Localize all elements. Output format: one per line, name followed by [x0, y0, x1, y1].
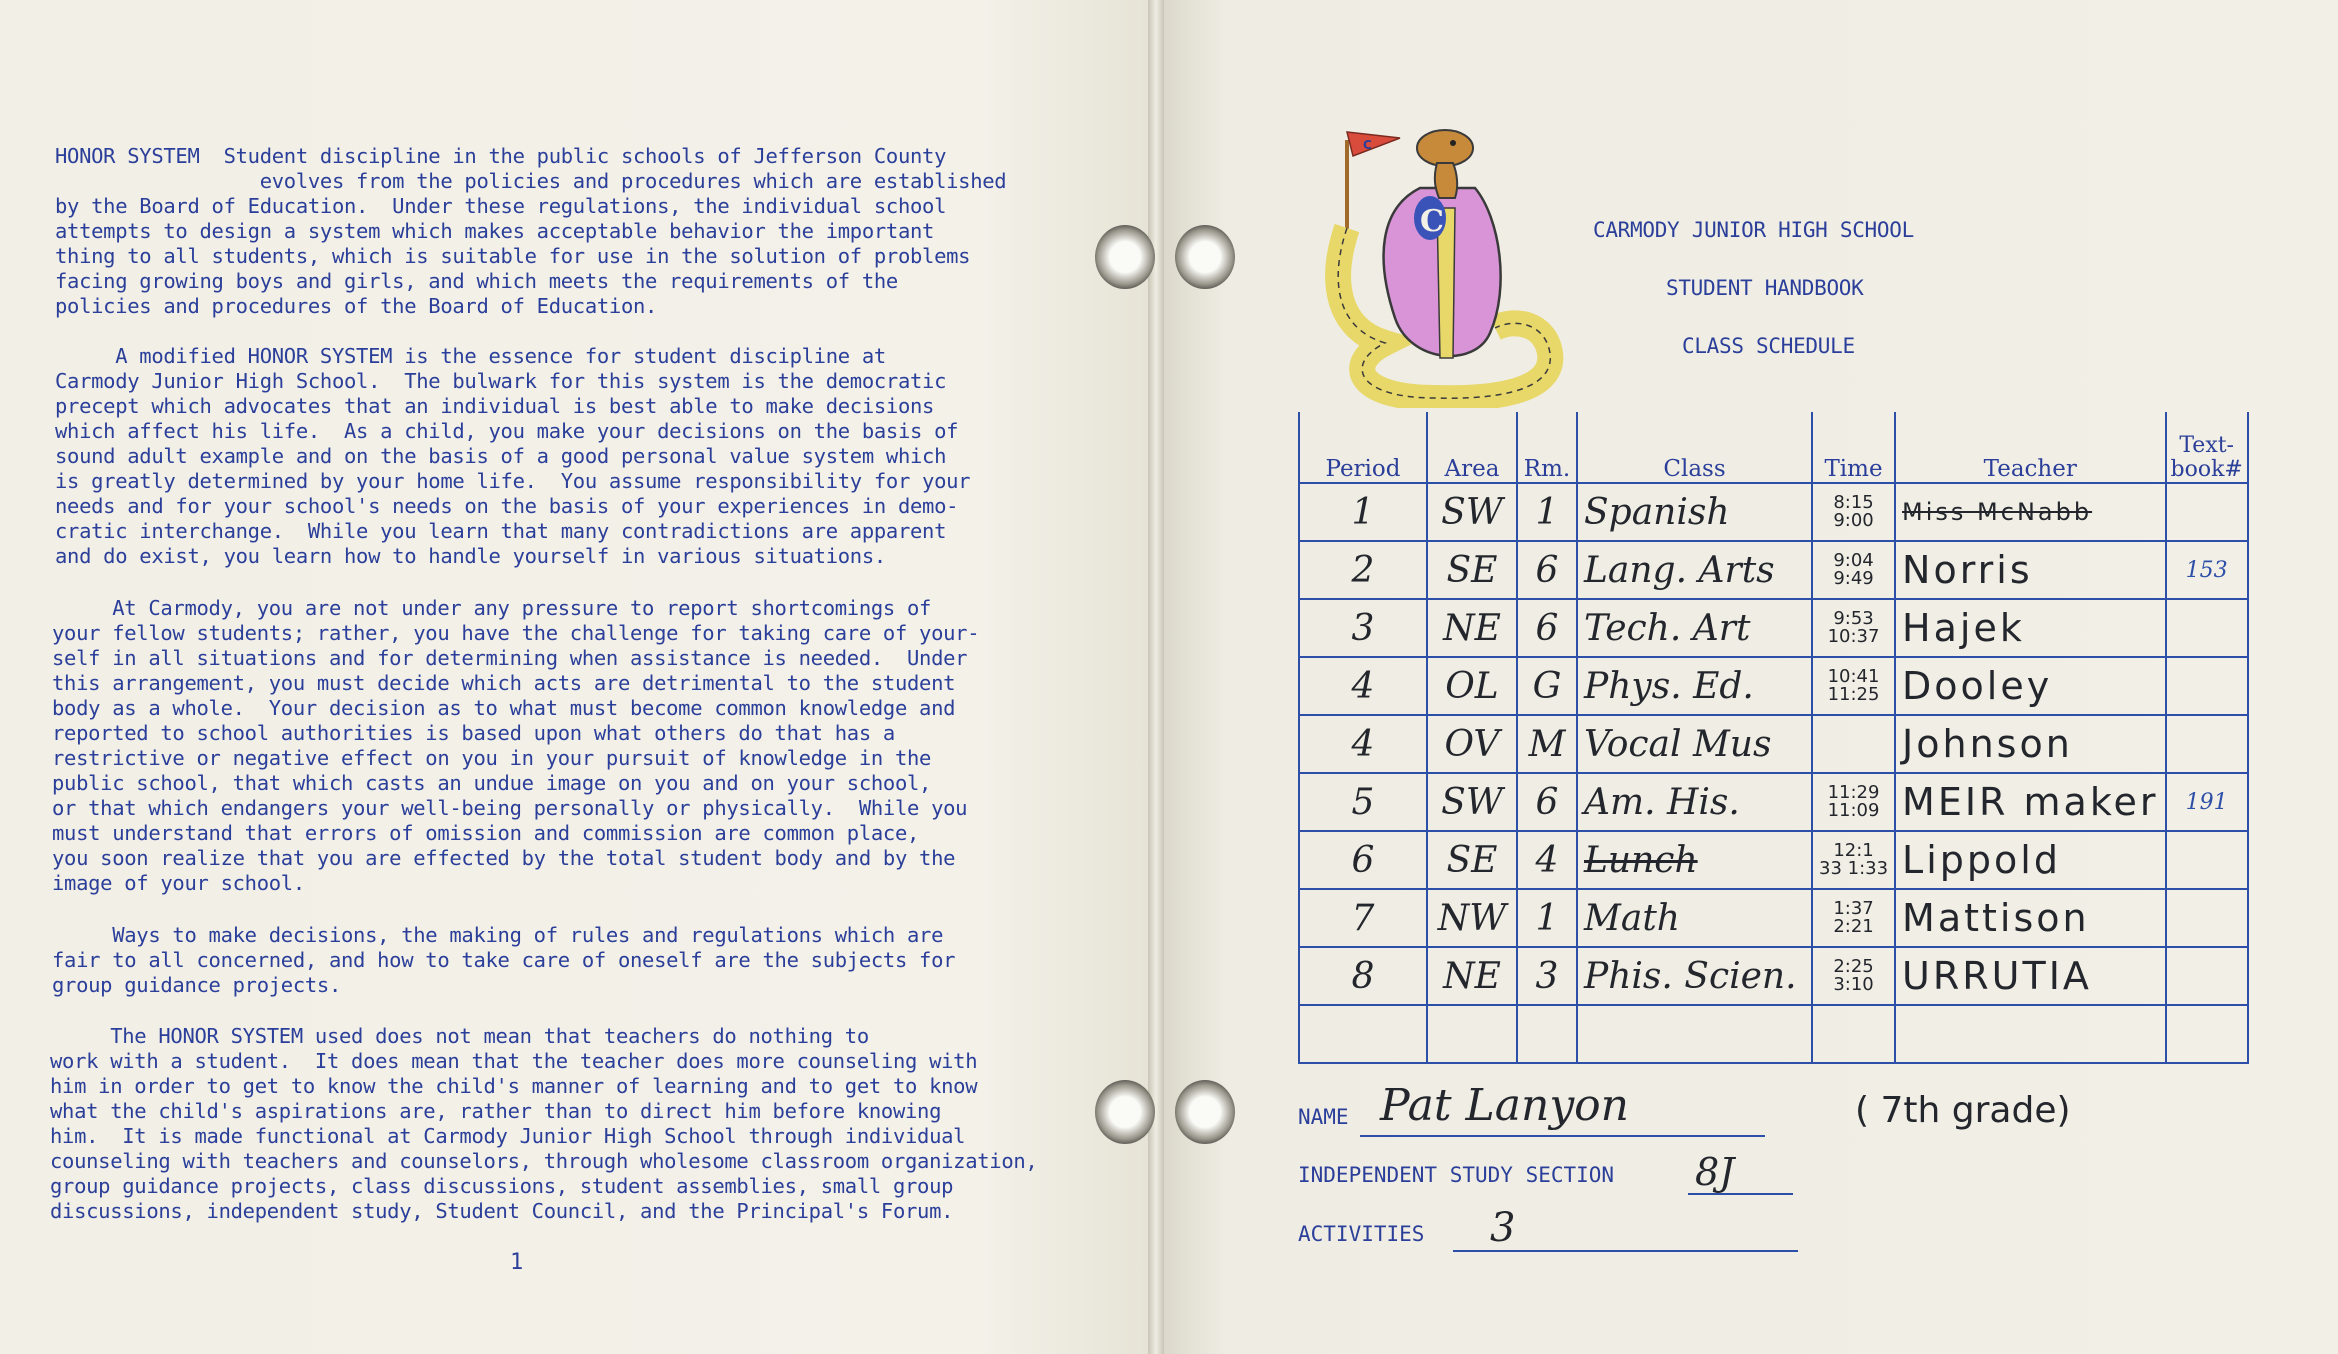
honor-system-paragraph-5: The HONOR SYSTEM used does not mean that teachers do nothing to work with a student. It does mean that the teacher does more counseling with him in order to get to know the child's manner of learning and to get to know what the child's aspirations are, rather than to direct him before knowing him. It is made functional at Carmody Junior High School through individual counseling with teachers and counselors, through wholesome classroom organization, group guidance projects, class discussions, student assemblies, small group discussions, independent study, Student Council, and the Principal's Forum.: [50, 1024, 1038, 1223]
header-time: Time: [1812, 412, 1895, 483]
row-class: Lang. Arts: [1577, 541, 1812, 599]
row-time: 10:41 11:25: [1812, 657, 1895, 715]
row-class: Phys. Ed.: [1577, 657, 1812, 715]
schedule-title: CLASS SCHEDULE: [1682, 334, 1855, 358]
row-area: SE: [1427, 541, 1517, 599]
handbook-title: STUDENT HANDBOOK: [1666, 276, 1864, 300]
punch-hole-top-right: [1175, 225, 1235, 289]
schedule-row: [1299, 715, 2248, 773]
schedule-row: [1299, 773, 2248, 831]
row-time: 12:1 33 1:33: [1812, 831, 1895, 889]
row-room: 3: [1517, 947, 1577, 1005]
row-period: 7: [1299, 889, 1427, 947]
row-room: 6: [1517, 773, 1577, 831]
row-textbook: [2166, 599, 2248, 657]
pennant-letter: C: [1363, 138, 1372, 152]
schedule-row: [1299, 657, 2248, 715]
row-room: 1: [1517, 483, 1577, 541]
row-area: NE: [1427, 599, 1517, 657]
row-textbook: 153: [2166, 541, 2248, 599]
punch-hole-bottom-left: [1095, 1080, 1155, 1144]
row-area: OV: [1427, 715, 1517, 773]
row-textbook: [2166, 1005, 2248, 1063]
row-class: Math: [1577, 889, 1812, 947]
schedule-header-row: [1299, 412, 2248, 483]
row-period: 3: [1299, 599, 1427, 657]
row-teacher: Miss McNabb: [1895, 483, 2165, 541]
row-teacher: Mattison: [1895, 889, 2165, 947]
row-area: [1427, 1005, 1517, 1063]
honor-system-paragraph-2: A modified HONOR SYSTEM is the essence for student discipline at Carmody Junior High School. The bulwark for this system is the democratic precept which advocates that an individual is best able to make decisions which affect his life. As a child, you make your decisions on the basis of sound adult example and on the basis of a good personal value system which is greatly determined by your home life. You assume responsibility for your needs and for your school's needs on the basis of your experiences in demo- cratic interchange. While you learn that many contradictions are apparent and do exist, you learn how to handle yourself in various situations.: [55, 344, 971, 568]
row-period: 2: [1299, 541, 1427, 599]
row-teacher: URRUTIA: [1895, 947, 2165, 1005]
honor-system-paragraph-3: At Carmody, you are not under any pressure to report shortcomings of your fellow students; rather, you have the challenge for taking care of your- self in all situations and for determining when assistance is needed. Under this arrangement, you must decide which acts are detrimental to the student body as a whole. Your decision as to what must become common knowledge and reported to school authorities is based upon what others do that has a restrictive or negative effect on you in your pursuit of knowledge in the public school, that which casts an undue image on you and on your school, or that which endangers your well-being personally or physically. While you must understand that errors of omission and commission are common place, you soon realize that you are effected by the total student body and by the image of your school.: [52, 596, 980, 895]
row-teacher: MEIR maker: [1895, 773, 2165, 831]
punch-hole-top-left: [1095, 225, 1155, 289]
row-period: 8: [1299, 947, 1427, 1005]
row-area: NE: [1427, 947, 1517, 1005]
row-room: [1517, 1005, 1577, 1063]
schedule-row: [1299, 541, 2248, 599]
schedule-row: [1299, 947, 2248, 1005]
book-spine: [1148, 0, 1164, 1354]
row-teacher: Dooley: [1895, 657, 2165, 715]
row-period: 6: [1299, 831, 1427, 889]
row-time: [1812, 715, 1895, 773]
row-room: 4: [1517, 831, 1577, 889]
header-area: Area: [1427, 412, 1517, 483]
row-textbook: [2166, 657, 2248, 715]
row-teacher: [1895, 1005, 2165, 1063]
row-room: 6: [1517, 541, 1577, 599]
row-period: 4: [1299, 715, 1427, 773]
header-period: Period: [1299, 412, 1427, 483]
activities-value: 3: [1490, 1205, 1516, 1251]
schedule-row: [1299, 831, 2248, 889]
row-class: Vocal Mus: [1577, 715, 1812, 773]
independent-study-value: 8J: [1695, 1150, 1735, 1194]
row-textbook: [2166, 889, 2248, 947]
row-period: 4: [1299, 657, 1427, 715]
grade-note: ( 7th grade): [1855, 1090, 2071, 1131]
honor-system-paragraph-4: Ways to make decisions, the making of rules and regulations which are fair to all concerned, and how to take care of oneself are the subjects for group guidance projects.: [52, 923, 956, 997]
name-value: Pat Lanyon: [1380, 1080, 1630, 1131]
row-textbook: 191: [2166, 773, 2248, 831]
header-class: Class: [1577, 412, 1812, 483]
row-teacher: Johnson: [1895, 715, 2165, 773]
row-period: [1299, 1005, 1427, 1063]
schedule-row-empty: [1299, 1005, 2248, 1063]
activities-label: ACTIVITIES: [1298, 1222, 1425, 1246]
honor-system-paragraph-1: HONOR SYSTEM Student discipline in the public schools of Jefferson County evolves from the policies and procedures which are established by the Board of Education. Under these regulations, the individual school attempts to design a system which makes acceptable behavior the important thing to all students, which is suitable for use in the solution of problems facing growing boys and girls, and which meets the requirements of the policies and procedures of the Board of Education.: [55, 144, 1007, 318]
row-area: SW: [1427, 483, 1517, 541]
header-teacher: Teacher: [1895, 412, 2165, 483]
row-room: M: [1517, 715, 1577, 773]
row-class: Tech. Art: [1577, 599, 1812, 657]
punch-hole-bottom-right: [1175, 1080, 1235, 1144]
row-area: SW: [1427, 773, 1517, 831]
school-name: CARMODY JUNIOR HIGH SCHOOL: [1593, 218, 1914, 242]
row-textbook: [2166, 483, 2248, 541]
row-teacher: Lippold: [1895, 831, 2165, 889]
row-textbook: [2166, 947, 2248, 1005]
header-room: Rm.: [1517, 412, 1577, 483]
row-class: Phis. Scien.: [1577, 947, 1812, 1005]
mascot-letter: C: [1420, 204, 1444, 239]
row-teacher: Hajek: [1895, 599, 2165, 657]
cobra-mascot-icon: [1325, 118, 1575, 408]
row-area: OL: [1427, 657, 1517, 715]
row-time: 9:04 9:49: [1812, 541, 1895, 599]
row-class: Lunch: [1577, 831, 1812, 889]
row-class: Spanish: [1577, 483, 1812, 541]
row-class: [1577, 1005, 1812, 1063]
schedule-row: [1299, 483, 2248, 541]
row-time: [1812, 1005, 1895, 1063]
row-period: 5: [1299, 773, 1427, 831]
row-period: 1: [1299, 483, 1427, 541]
row-time: 9:53 10:37: [1812, 599, 1895, 657]
independent-study-label: INDEPENDENT STUDY SECTION: [1298, 1163, 1615, 1187]
schedule-row: [1299, 889, 2248, 947]
row-area: NW: [1427, 889, 1517, 947]
page-number: 1: [510, 1250, 524, 1275]
header-textbook: Text- book#: [2166, 412, 2248, 483]
left-page: [0, 0, 1155, 1354]
row-time: 1:37 2:21: [1812, 889, 1895, 947]
schedule-row: [1299, 599, 2248, 657]
row-room: 1: [1517, 889, 1577, 947]
row-room: 6: [1517, 599, 1577, 657]
class-schedule-table: [1298, 412, 2249, 1064]
row-teacher: Norris: [1895, 541, 2165, 599]
row-room: G: [1517, 657, 1577, 715]
row-time: 11:29 11:09: [1812, 773, 1895, 831]
name-label: NAME: [1298, 1105, 1349, 1129]
row-textbook: [2166, 715, 2248, 773]
name-underline: [1360, 1135, 1765, 1137]
row-textbook: [2166, 831, 2248, 889]
row-area: SE: [1427, 831, 1517, 889]
row-time: 8:15 9:00: [1812, 483, 1895, 541]
row-class: Am. His.: [1577, 773, 1812, 831]
row-time: 2:25 3:10: [1812, 947, 1895, 1005]
